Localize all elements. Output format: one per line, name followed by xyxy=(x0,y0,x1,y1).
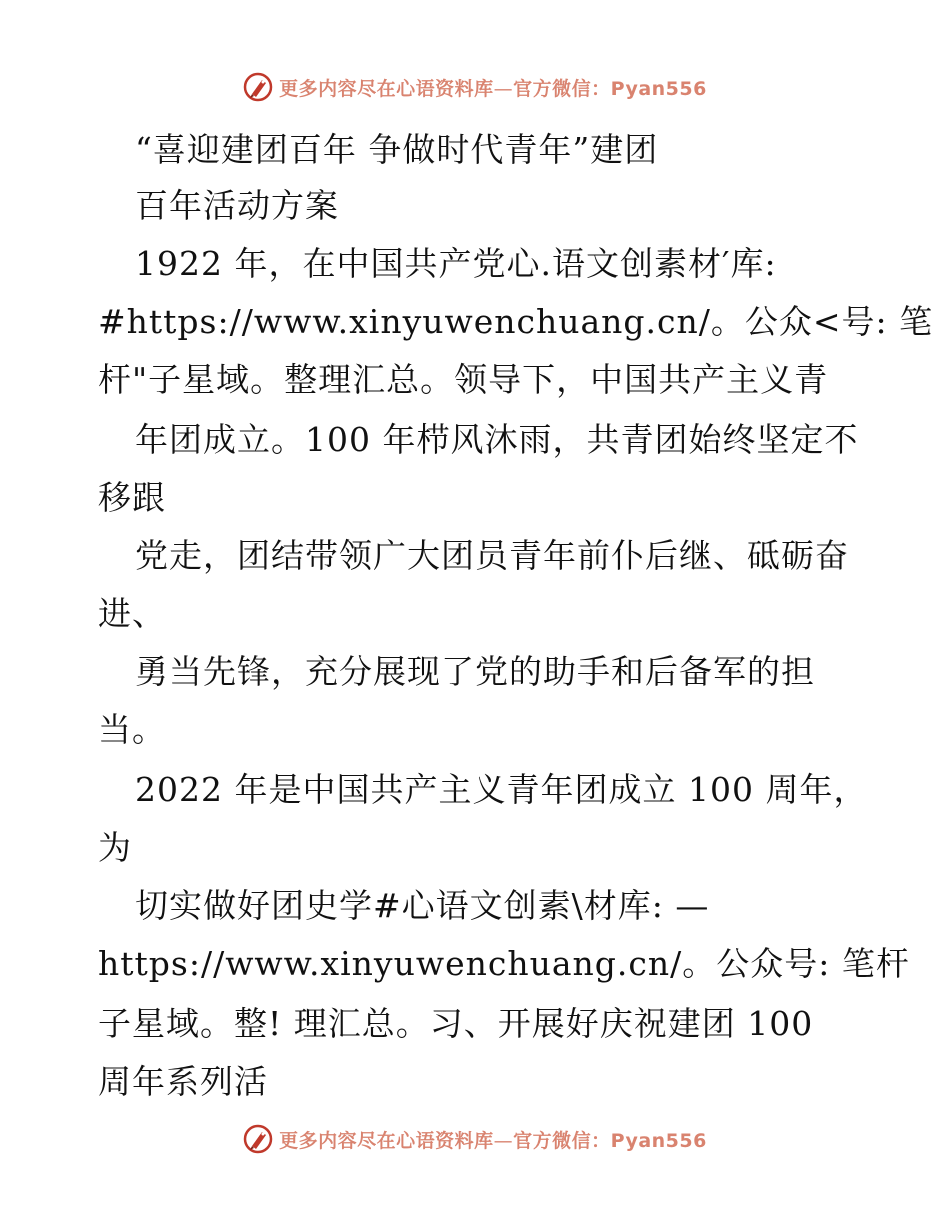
doc-text-line: 子星域。整! 理汇总。习、开展好庆祝建团 100 xyxy=(98,1004,814,1043)
banner-wechat-text: 官方微信：Pyan556 xyxy=(513,77,707,100)
doc-text-line: 年团成立。100 年栉风沐雨，共青团始终坚定不 xyxy=(135,420,859,459)
banner-main-text: 更多内容尽在心语资料库 xyxy=(279,1129,494,1152)
doc-text-line: 勇当先锋，充分展现了党的助手和后备军的担 xyxy=(135,652,815,691)
banner-main-text: 更多内容尽在心语资料库 xyxy=(279,77,494,100)
pen-nib-logo-icon xyxy=(243,1124,273,1154)
footer-banner xyxy=(0,1124,950,1154)
doc-text-line: #https://www.xinyuwenchuang.cn/。公众<号: 笔 xyxy=(98,302,934,341)
pen-nib-logo-icon xyxy=(243,72,273,102)
banner-dash: — xyxy=(493,1129,514,1152)
banner-wechat-text: 官方微信：Pyan556 xyxy=(513,1129,707,1152)
doc-text-line: 当。 xyxy=(98,710,166,749)
doc-text-line: 进、 xyxy=(98,594,166,633)
doc-text-line: https://www.xinyuwenchuang.cn/。公众号: 笔杆 xyxy=(98,944,910,983)
doc-text-line: 1922 年，在中国共产党心.语文创素材′库: xyxy=(135,244,777,283)
doc-text-line: 杆"子星域。整理汇总。领导下，中国共产主义青 xyxy=(98,360,829,399)
doc-text-line: 2022 年是中国共产主义青年团成立 100 周年， xyxy=(135,770,868,809)
doc-text-line: 周年系列活 xyxy=(98,1062,268,1101)
doc-title-line-1: “喜迎建团百年 争做时代青年”建团 xyxy=(135,130,659,169)
doc-text-line: 切实做好团史学#心语文创素\材库: — xyxy=(135,886,710,925)
doc-text-line: 为 xyxy=(98,828,132,867)
doc-title-line-2: 百年活动方案 xyxy=(135,186,339,225)
doc-text-line: 党走，团结带领广大团员青年前仆后继、砥砺奋 xyxy=(135,536,849,575)
banner-text xyxy=(279,74,707,101)
banner-dash: — xyxy=(493,77,514,100)
header-banner xyxy=(0,72,950,102)
banner-text xyxy=(279,1126,707,1153)
doc-text-line: 移跟 xyxy=(98,478,166,517)
